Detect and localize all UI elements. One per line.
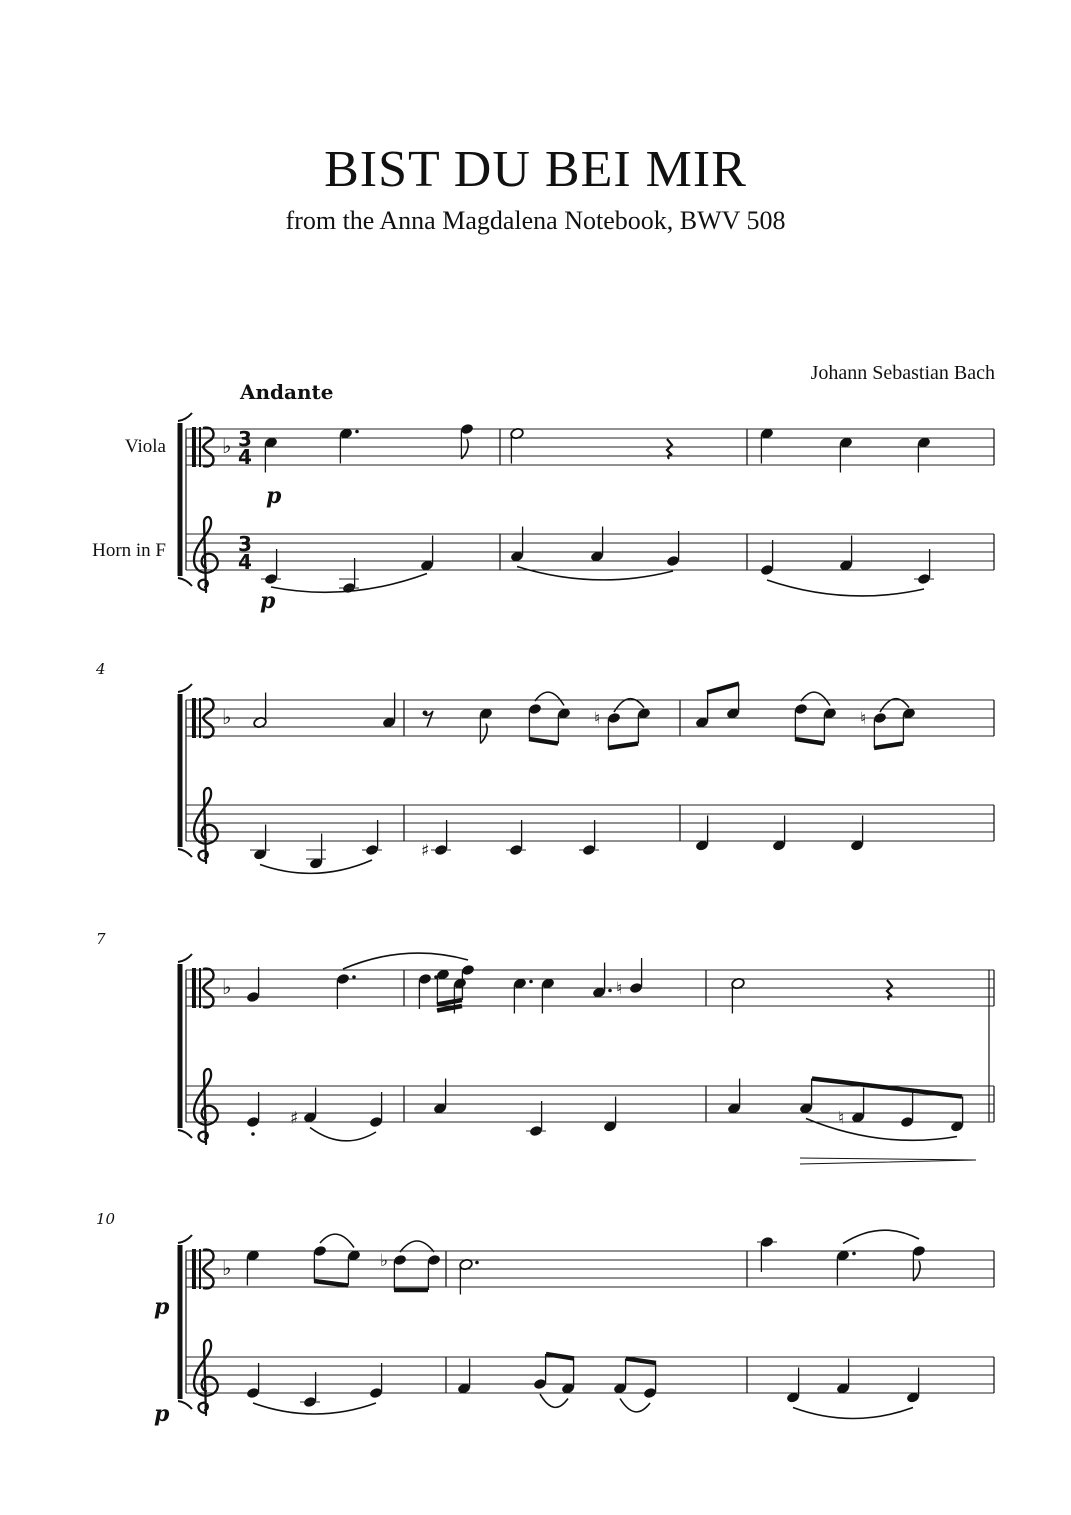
measure-number: 4 (96, 660, 106, 678)
slur (343, 953, 468, 969)
flat-icon: ♭ (380, 1251, 389, 1271)
note-beam (529, 739, 558, 744)
time-signature-numerator: 3 (238, 532, 252, 556)
flat-icon: ♭ (222, 434, 232, 458)
slur (767, 580, 924, 596)
sharp-icon: ♯ (290, 1108, 299, 1129)
slur (793, 1408, 913, 1419)
flat-icon: ♭ (222, 975, 232, 999)
system-bracket (178, 1130, 192, 1138)
system-bracket (178, 849, 192, 857)
note-beam (795, 739, 824, 744)
score-title: BIST DU BEI MIR (324, 141, 747, 198)
note-beam (626, 1359, 656, 1364)
time-signature-numerator: 3 (238, 427, 252, 451)
note-dot (608, 989, 612, 993)
slur (880, 699, 909, 712)
sharp-icon: ♯ (421, 841, 430, 861)
treble-clef-icon (194, 1069, 218, 1144)
slur (310, 1128, 376, 1141)
natural-icon: ♮ (616, 979, 623, 999)
dynamic-marking: p (260, 588, 276, 614)
slur (843, 1230, 919, 1243)
note-beam (314, 1281, 348, 1286)
dynamic-marking: p (266, 483, 282, 509)
time-signature-denominator: 4 (238, 550, 252, 574)
system-bracket (178, 954, 192, 962)
note-dot (355, 430, 359, 434)
system-bracket (178, 1401, 192, 1409)
note-beam (546, 1354, 574, 1359)
slur (535, 692, 564, 705)
time-signature-denominator: 4 (238, 445, 252, 469)
system-bracket (178, 413, 192, 421)
flat-icon: ♭ (222, 705, 232, 729)
system-bracket (178, 1235, 192, 1243)
note-dot (352, 975, 356, 979)
note-dot (852, 1252, 856, 1256)
dynamic-marking: p (154, 1294, 170, 1320)
score-subtitle: from the Anna Magdalena Notebook, BWV 508 (285, 206, 786, 235)
system-bracket (178, 578, 192, 586)
treble-clef-icon (194, 517, 218, 592)
staccato-dot (251, 1132, 255, 1136)
instrument-label-horn: Horn in F (92, 540, 166, 561)
slur (400, 1241, 434, 1252)
diminuendo-hairpin (800, 1158, 976, 1164)
slur (540, 1394, 568, 1407)
note-beam (437, 1006, 462, 1011)
instrument-label-viola: Viola (124, 436, 166, 457)
flat-icon: ♭ (222, 1256, 232, 1280)
eighth-rest-icon (423, 711, 434, 728)
measure-number: 10 (96, 1210, 116, 1228)
treble-clef-icon (194, 1340, 218, 1415)
tempo-marking: Andante (240, 380, 334, 404)
slur (517, 567, 673, 580)
treble-clef-icon (194, 788, 218, 863)
note-beam (707, 684, 739, 693)
system-bracket (178, 684, 192, 692)
natural-icon: ♮ (594, 709, 601, 729)
note-dot (475, 1261, 479, 1265)
slur (620, 1399, 650, 1412)
slur (614, 699, 644, 712)
note-beam (608, 744, 638, 749)
note-beam (437, 1000, 462, 1005)
slur (253, 1403, 376, 1414)
composer-name: Johann Sebastian Bach (810, 362, 995, 384)
note-beam (874, 744, 903, 749)
natural-icon: ♮ (838, 1108, 845, 1129)
natural-icon: ♮ (860, 709, 867, 729)
note-dot (529, 980, 533, 984)
dynamic-marking: p (154, 1401, 170, 1427)
note-beam (812, 1079, 962, 1097)
slur (320, 1234, 354, 1247)
slur (801, 692, 830, 705)
measure-number: 7 (96, 930, 106, 948)
note-dot (434, 975, 438, 979)
